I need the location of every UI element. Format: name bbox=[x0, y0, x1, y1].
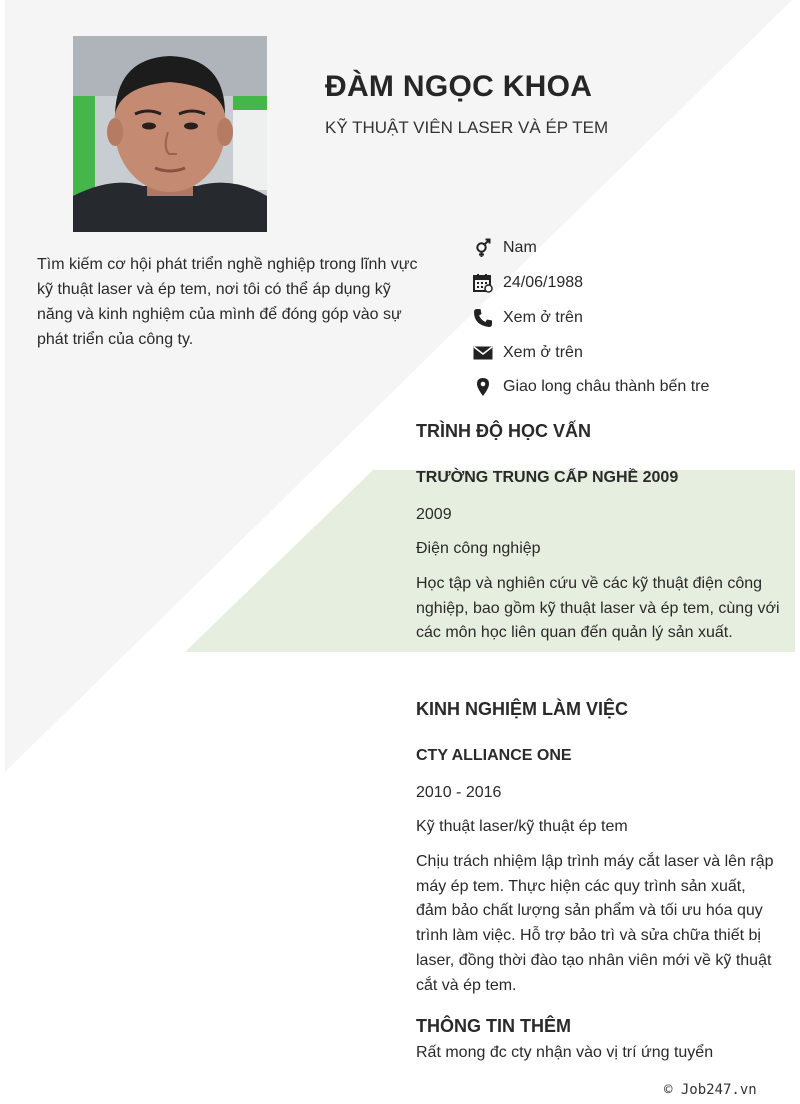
contact-address bbox=[473, 370, 709, 405]
contact-email bbox=[473, 335, 709, 370]
calendar-icon bbox=[473, 273, 493, 293]
experience-position: Kỹ thuật laser/kỹ thuật ép tem bbox=[416, 818, 628, 835]
additional-text: Rất mong đc cty nhận vào vị trí ứng tuyển bbox=[416, 1044, 714, 1061]
experience-company: CTY ALLIANCE ONE bbox=[416, 747, 572, 764]
contact-phone bbox=[473, 301, 709, 336]
email-icon bbox=[473, 343, 493, 363]
education-description: Học tập và nghiên cứu về các kỹ thuật điện công nghiệp, bao gồm kỹ thuật laser và ép tem, cùng với các môn học liên quan đến quản lý sản xuất. bbox=[416, 575, 780, 642]
address-value: Giao long châu thành bến tre bbox=[503, 378, 710, 396]
additional-heading: THÔNG TIN THÊM bbox=[416, 1016, 571, 1036]
experience-period: 2010 - 2016 bbox=[416, 784, 502, 801]
birthday-value: 24/06/1988 bbox=[503, 274, 584, 292]
education-heading: TRÌNH ĐỘ HỌC VẤN bbox=[416, 421, 591, 441]
contact-list bbox=[473, 231, 709, 405]
contact-birthday bbox=[473, 266, 709, 301]
contact-gender bbox=[473, 231, 709, 266]
candidate-name: ĐÀM NGỌC KHOA bbox=[325, 70, 593, 103]
education-year: 2009 bbox=[416, 506, 452, 523]
job-title: KỸ THUẬT VIÊN LASER VÀ ÉP TEM bbox=[325, 118, 609, 137]
education-school: TRƯỜNG TRUNG CẤP NGHỀ 2009 bbox=[416, 469, 679, 486]
experience-heading: KINH NGHIỆM LÀM VIỆC bbox=[416, 699, 629, 719]
phone-value: Xem ở trên bbox=[503, 308, 583, 326]
education-major: Điện công nghiệp bbox=[416, 540, 541, 557]
footer-copyright: © Job247.vn bbox=[664, 1082, 757, 1098]
email-value: Xem ở trên bbox=[503, 343, 583, 361]
gender-value: Nam bbox=[503, 239, 537, 257]
career-objective: Tìm kiếm cơ hội phát triển nghề nghiệp trong lĩnh vực kỹ thuật laser và ép tem, nơi tôi có thể áp dụng kỹ năng và kinh nghiệm của mình để đóng góp vào sự phát triển của công ty. bbox=[37, 256, 418, 348]
phone-icon bbox=[473, 308, 493, 328]
location-pin-icon bbox=[473, 377, 493, 397]
gender-icon bbox=[473, 238, 493, 258]
experience-description: Chịu trách nhiệm lập trình máy cắt laser và lên rập máy ép tem. Thực hiện các quy trình sản xuất, đảm bảo chất lượng sản phẩm và tối ưu hóa quy trình làm việc. Hỗ trợ bảo trì và sửa chữa thiết bị laser, đồng thời đào tạo nhân viên mới về kỹ thuật cắt và ép tem. bbox=[416, 853, 774, 994]
profile-photo bbox=[73, 36, 267, 232]
